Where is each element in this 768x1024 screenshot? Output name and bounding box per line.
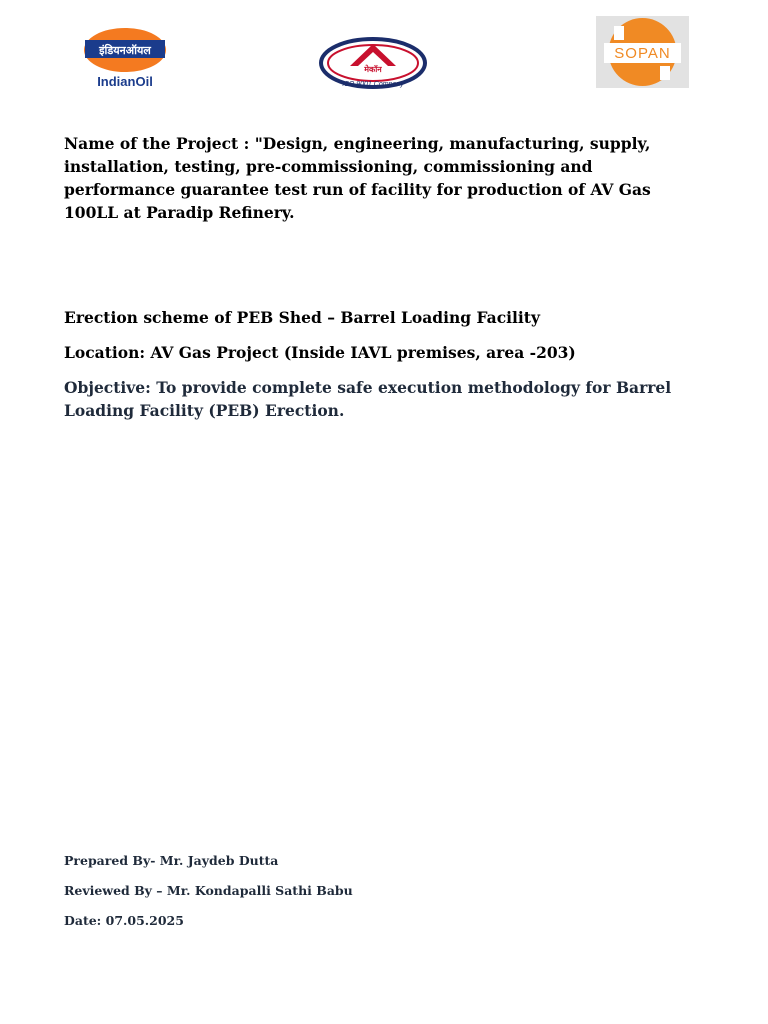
objective-line: Objective: To provide complete safe execution methodology for Barrel Loading Facility (PEB) Erection. xyxy=(64,378,672,420)
sopan-logo-graphic xyxy=(596,16,689,88)
project-name xyxy=(64,132,704,224)
project-name-label: Name of the Project : xyxy=(64,134,250,153)
document-date: Date: 07.05.2025 xyxy=(64,913,184,928)
indianoil-devanagari: इंडियनऑयल xyxy=(99,44,151,57)
mecon-logo-graphic xyxy=(316,36,430,92)
indianoil-logo xyxy=(80,26,170,90)
mecon-inner-text: मेकॉन xyxy=(364,65,382,74)
erection-scheme-title: Erection scheme of PEB Shed – Barrel Loading Facility xyxy=(64,308,540,327)
location-line: Location: AV Gas Project (Inside IAVL premises, area -203) xyxy=(64,343,576,362)
indianoil-logo-graphic xyxy=(80,26,170,90)
mecon-logo xyxy=(316,36,430,92)
sopan-text: SOPAN xyxy=(614,45,671,62)
mecon-iso-text: ISO 9001 Company xyxy=(342,81,404,88)
sopan-logo xyxy=(596,16,689,88)
reviewed-by: Reviewed By – Mr. Kondapalli Sathi Babu xyxy=(64,883,353,898)
project-name-value: "Design, engineering, manufacturing, supply, installation, testing, pre-commissioning, commissioning and performance guarantee test run of facility for production of AV Gas 100LL at Paradip Refinery. xyxy=(64,134,651,222)
indianoil-caption: IndianOil xyxy=(97,74,153,89)
prepared-by: Prepared By- Mr. Jaydeb Dutta xyxy=(64,853,279,868)
